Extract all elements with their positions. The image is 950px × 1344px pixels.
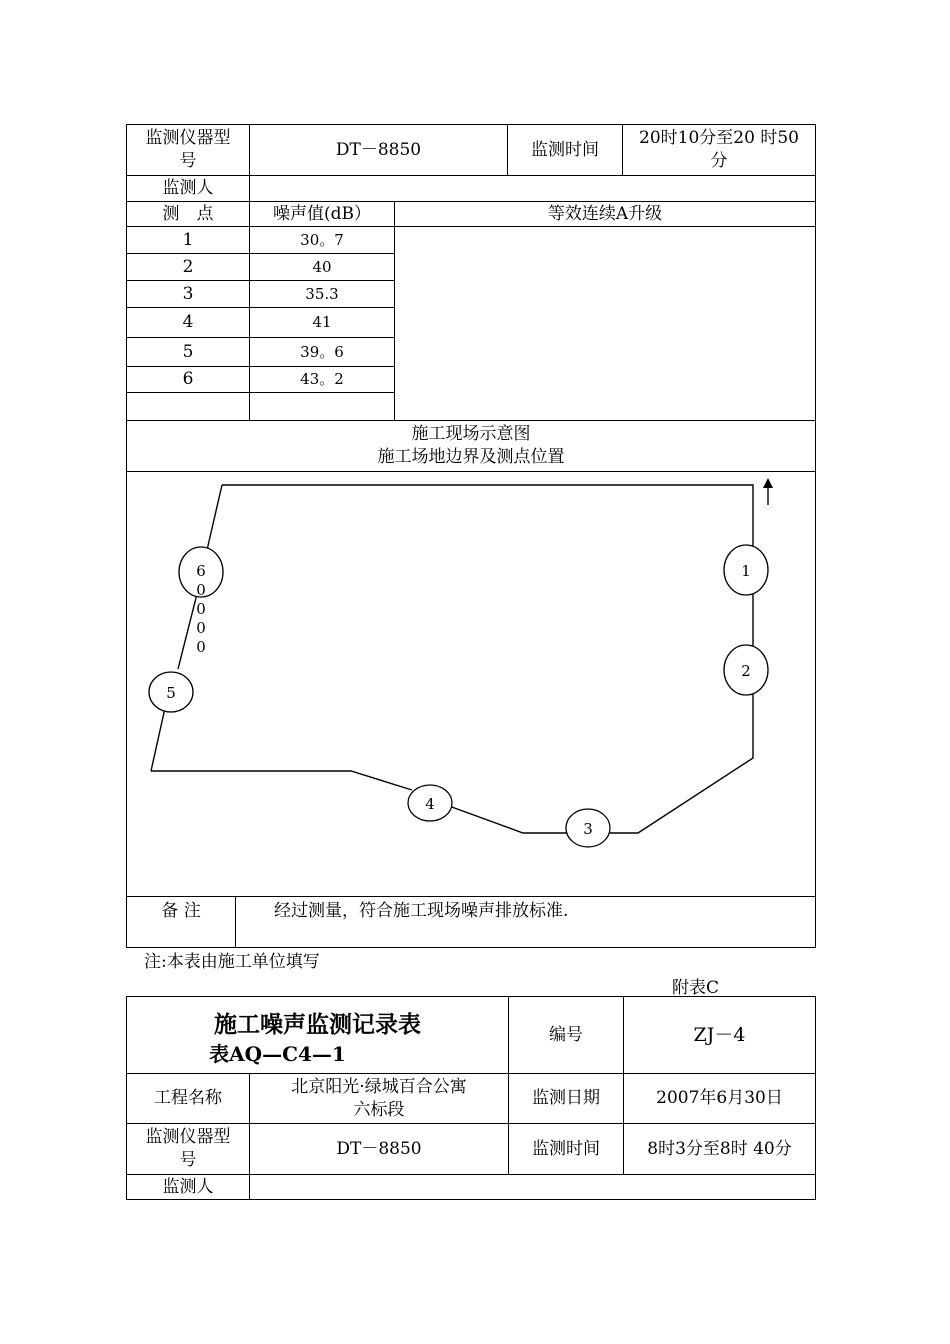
project-value: 北京阳光·绿城百合公寓六标段 — [250, 1074, 509, 1124]
noise-value-cell: 43。2 — [250, 367, 395, 393]
form-title-cell — [127, 997, 509, 1074]
form-code-title: 表AQ—C4—1 — [209, 1042, 346, 1066]
code-value: ZJ－4 — [624, 997, 816, 1074]
point-cell: 4 — [127, 308, 250, 338]
site-sketch-cell — [127, 472, 816, 897]
sketch-title: 施工现场示意图 — [411, 424, 531, 444]
remark-text: 经过测量，符合施工现场噪声排放标准. — [274, 901, 569, 921]
measure-point-label: 4 — [425, 795, 435, 813]
measure-point-label: 5 — [166, 684, 176, 702]
form-title: 施工噪声监测记录表 — [214, 1011, 421, 1038]
remark-label: 备 注 — [127, 897, 236, 947]
project-label: 工程名称 — [127, 1074, 250, 1124]
site-boundary — [178, 594, 197, 669]
noise-value-cell: 39。6 — [250, 338, 395, 367]
site-boundary — [222, 485, 753, 833]
side-mark: 0 — [196, 638, 206, 656]
noise-record-table-2 — [126, 996, 816, 1200]
noise-value-cell: 30。7 — [250, 227, 395, 254]
col-leq-header: 等效连续A升级 — [395, 202, 816, 227]
side-mark: 0 — [196, 581, 206, 599]
point-cell: 5 — [127, 338, 250, 367]
north-arrow-head — [763, 478, 773, 488]
person-value — [250, 176, 816, 202]
noise-record-table-1 — [126, 124, 816, 948]
instrument-value: DT－8850 — [250, 125, 508, 176]
measure-point-label: 2 — [741, 662, 751, 680]
site-boundary — [151, 771, 412, 790]
point-cell: 1 — [127, 227, 250, 254]
attachment-label: 附表C — [672, 978, 720, 998]
point-cell: 2 — [127, 254, 250, 281]
site-boundary — [207, 485, 222, 550]
site-boundary — [151, 708, 165, 771]
col-point-header: 测 点 — [127, 202, 250, 227]
sketch-title-cell — [127, 421, 816, 472]
site-sketch — [127, 472, 816, 896]
code-label: 编号 — [509, 997, 624, 1074]
side-mark: 0 — [196, 619, 206, 637]
person-label: 监测人 — [127, 1175, 250, 1200]
footnote: 注:本表由施工单位填写 — [144, 952, 320, 972]
point-cell — [127, 393, 250, 421]
person-label: 监测人 — [127, 176, 250, 202]
time-label: 监测时间 — [508, 125, 623, 176]
sketch-subtitle: 施工场地边界及测点位置 — [377, 447, 565, 467]
instrument-label: 监测仪器型号 — [127, 125, 250, 176]
noise-value-cell: 35.3 — [250, 281, 395, 308]
date-label: 监测日期 — [509, 1074, 624, 1124]
instrument-value: DT－8850 — [250, 1124, 509, 1175]
col-noise-header: 噪声值(dB） — [250, 202, 395, 227]
measure-point-label: 6 — [196, 562, 206, 580]
point-cell: 6 — [127, 367, 250, 393]
noise-value-cell: 40 — [250, 254, 395, 281]
time-value: 20时10分至20 时50分 — [623, 125, 816, 176]
leq-cell — [395, 227, 816, 421]
instrument-label: 监测仪器型号 — [127, 1124, 250, 1175]
remark-row — [127, 897, 816, 948]
site-boundary — [449, 806, 567, 833]
side-mark: 0 — [196, 600, 206, 618]
time-value: 8时3分至8时 40分 — [624, 1124, 816, 1175]
measure-point-label: 3 — [583, 820, 593, 838]
person-value — [250, 1175, 816, 1200]
measure-point-label: 1 — [741, 562, 751, 580]
time-label: 监测时间 — [509, 1124, 624, 1175]
noise-value-cell: 41 — [250, 308, 395, 338]
date-value: 2007年6月30日 — [624, 1074, 816, 1124]
point-cell: 3 — [127, 281, 250, 308]
noise-value-cell — [250, 393, 395, 421]
